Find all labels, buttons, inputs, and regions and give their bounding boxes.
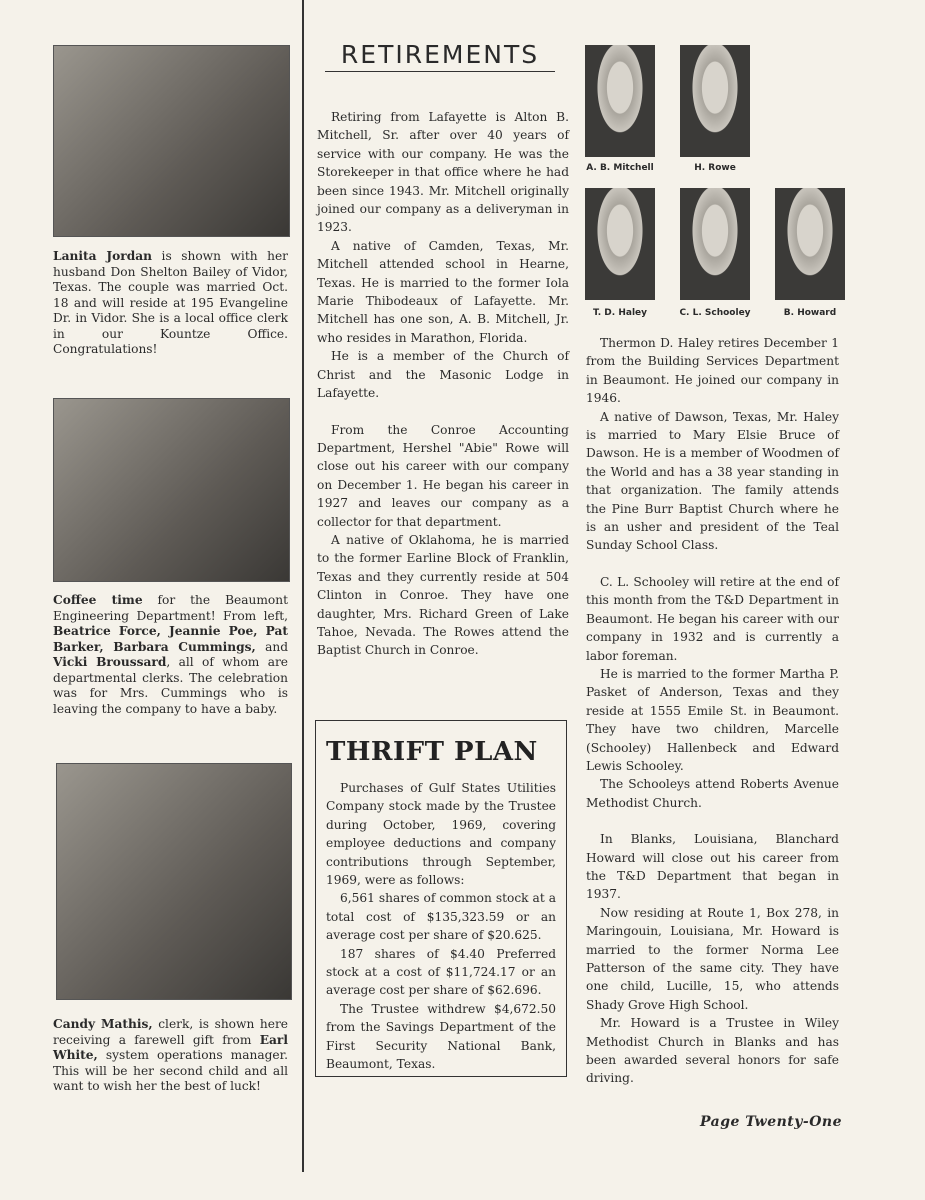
portrait-label: H. Rowe [694, 163, 736, 173]
paragraph: Mr. Howard is a Trustee in Wiley Methodist Church in Blanks and has been awarded several honors for safe driving. [586, 1016, 839, 1086]
portrait-howard [775, 188, 845, 300]
caption-bold: Candy Mathis, [53, 1017, 153, 1031]
caption-bold: Coffee time [53, 593, 143, 607]
paragraph: In Blanks, Louisiana, Blanchard Howard will close out his career from the T&D Department that began in 1937. [586, 832, 839, 902]
portrait-mitchell [585, 45, 655, 157]
caption-text: for the Beaumont Engineering Department! From left, [53, 593, 288, 623]
paragraph: Now residing at Route 1, Box 278, in Maringouin, Louisiana, Mr. Howard is married to the former Norma Lee Patterson of the same city. They have one child, Lucille, 15, who attends Shady Grove High School. [586, 905, 839, 1012]
paragraph: From the Conroe Accounting Department, Hershel "Abie" Rowe will close out his career with our company on December 1. He began his career in 1927 and leaves our company as a collector for that department. [317, 422, 569, 529]
portrait-label: C. L. Schooley [679, 308, 751, 318]
paragraph: He is a member of the Church of Christ and the Masonic Lodge in Lafayette. [317, 349, 569, 401]
column-divider [302, 0, 304, 1172]
thrift-plan-title: THRIFT PLAN [326, 737, 538, 767]
farewell-caption [53, 1017, 288, 1095]
paragraph: A native of Camden, Texas, Mr. Mitchell attended school in Hearne, Texas. He is married to the former Iola Marie Thibodeaux of Lafayette. Mr. Mitchell has one son, A. B. Mitchell, Jr. who resides in Marathon, Florida. [317, 238, 569, 345]
paragraph: A native of Oklahoma, he is married to the former Earline Block of Franklin, Texas and they currently reside at 504 Clinton in Conroe. They have one daughter, Mrs. Richard Green of Lake Tahoe, Nevada. The Rowes attend the Baptist Church in Conroe. [317, 532, 569, 658]
right-column-body [586, 334, 839, 1088]
caption-text: system operations manager. This will be her second child and all want to wish her the best of luck! [53, 1048, 288, 1093]
portrait-label: A. B. Mitchell [586, 163, 654, 173]
paragraph: 187 shares of $4.40 Preferred stock at a cost of $11,724.17 or an average cost per share of $62.696. [326, 946, 556, 998]
paragraph: C. L. Schooley will retire at the end of this month from the T&D Department in Beaumont. He began his career with our company in 1932 and is currently a labor foreman. [586, 574, 839, 663]
paragraph: The Schooleys attend Roberts Avenue Methodist Church. [586, 777, 839, 810]
portrait-haley [585, 188, 655, 300]
page-number: Page Twenty-One [700, 1114, 843, 1130]
portrait-schooley [680, 188, 750, 300]
retirements-title: RETIREMENTS [325, 40, 555, 72]
paragraph: 6,561 shares of common stock at a total cost of $135,323.59 or an average cost per share of $20.625. [326, 891, 556, 943]
paragraph: Purchases of Gulf States Utilities Company stock made by the Trustee during October, 1969, covering employee deductions and company contributions through September, 1969, were as follows: [326, 781, 556, 888]
caption-text: , all of whom are departmental clerks. The celebration was for Mrs. Cummings who is leaving the company to have a baby. [53, 655, 288, 716]
paragraph: The Trustee withdrew $4,672.50 from the Savings Department of the First Security National Bank, Beaumont, Texas. [326, 1001, 556, 1072]
thrift-plan-box [315, 720, 567, 1077]
farewell-photo [56, 763, 292, 1000]
paragraph: Thermon D. Haley retires December 1 from the Building Services Department in Beaumont. He joined our company in 1946. [586, 336, 839, 406]
caption-bold: Vicki Broussard [53, 655, 167, 669]
paragraph: A native of Dawson, Texas, Mr. Haley is married to Mary Elsie Bruce of Dawson. He is a member of Woodmen of the World and has a 38 year standing in that organization. The family attends the Pine Burr Baptist Church where he is an usher and president of the Teal Sunday School Class. [586, 409, 839, 553]
coffee-photo [53, 398, 290, 582]
caption-text: clerk, is shown here receiving a farewell gift from [53, 1017, 288, 1047]
portrait-label: B. Howard [783, 308, 837, 318]
retirements-body [317, 108, 569, 660]
caption-text: and [255, 639, 289, 654]
wedding-caption [53, 249, 288, 358]
portrait-label: T. D. Haley [592, 308, 647, 318]
caption-bold: Beatrice Force, Jeannie Poe, Pat Barker, Barbara Cummings, [53, 624, 288, 654]
caption-name: Lanita Jordan [53, 249, 152, 263]
wedding-photo [53, 45, 290, 237]
portrait-rowe [680, 45, 750, 157]
coffee-caption [53, 593, 288, 717]
caption-text: is shown with her husband Don Shelton Bailey of Vidor, Texas. The couple was married Oct. 18 and will reside at 195 Evangeline Dr. in Vidor. She is a local office clerk in our Kountze Office. Congratulations! [53, 249, 288, 356]
paragraph: He is married to the former Martha P. Pasket of Anderson, Texas and they reside at 1555 Emile St. in Beaumont. They have two children, Marcelle (Schooley) Hallenbeck and Edward Lewis Schooley. [586, 666, 839, 773]
caption-bold: Earl White, [53, 1032, 288, 1062]
paragraph: Retiring from Lafayette is Alton B. Mitchell, Sr. after over 40 years of service with our company. He was the Storekeeper in that office where he had been since 1943. Mr. Mitchell originally joined our company as a deliveryman in 1923. [317, 110, 569, 235]
